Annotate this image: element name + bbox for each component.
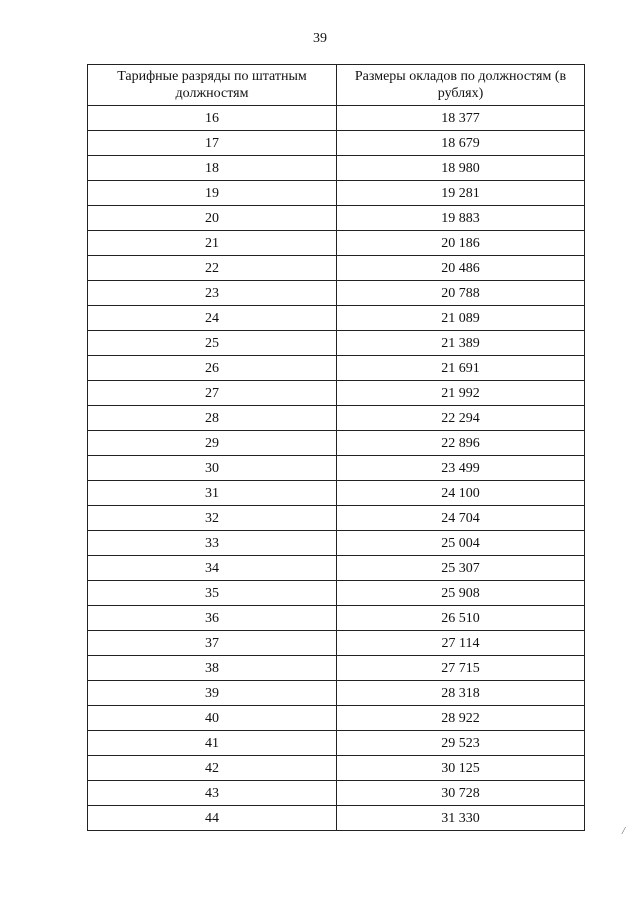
table-row: [88, 156, 585, 181]
margin-mark: /: [622, 825, 626, 837]
salary-amount-cell: 28 922: [337, 706, 585, 731]
salary-amount-cell: 25 908: [337, 581, 585, 606]
table-row: [88, 306, 585, 331]
tariff-grade-cell: 21: [88, 231, 337, 256]
salary-amount-cell: 24 704: [337, 506, 585, 531]
table-row: [88, 581, 585, 606]
tariff-grade-cell: 37: [88, 631, 337, 656]
table-row: [88, 106, 585, 131]
tariff-grade-cell: 33: [88, 531, 337, 556]
salary-amount-cell: 27 715: [337, 656, 585, 681]
tariff-grade-cell: 32: [88, 506, 337, 531]
salary-amount-cell: 18 980: [337, 156, 585, 181]
table-header-row: [88, 65, 585, 106]
page-number: 39: [313, 31, 327, 46]
tariff-grade-cell: 30: [88, 456, 337, 481]
tariff-grade-cell: 42: [88, 756, 337, 781]
salary-amount-cell: 30 728: [337, 781, 585, 806]
table-row: [88, 531, 585, 556]
salary-amount-cell: 25 307: [337, 556, 585, 581]
salary-amount-cell: 20 186: [337, 231, 585, 256]
table-row: [88, 681, 585, 706]
tariff-grade-cell: 18: [88, 156, 337, 181]
table-row: [88, 206, 585, 231]
table-row: [88, 506, 585, 531]
tariff-grade-cell: 35: [88, 581, 337, 606]
salary-amount-cell: 31 330: [337, 806, 585, 831]
table-row: [88, 431, 585, 456]
table-row: [88, 756, 585, 781]
tariff-grade-cell: 31: [88, 481, 337, 506]
header-tariff-grade: Тарифные разряды по штатным должностям: [88, 65, 337, 106]
tariff-grade-cell: 41: [88, 731, 337, 756]
table-row: [88, 606, 585, 631]
tariff-grade-cell: 36: [88, 606, 337, 631]
tariff-grade-cell: 22: [88, 256, 337, 281]
tariff-grade-cell: 16: [88, 106, 337, 131]
salary-amount-cell: 22 294: [337, 406, 585, 431]
tariff-grade-cell: 44: [88, 806, 337, 831]
salary-amount-cell: 21 389: [337, 331, 585, 356]
tariff-grade-cell: 40: [88, 706, 337, 731]
salary-amount-cell: 29 523: [337, 731, 585, 756]
salary-amount-cell: 23 499: [337, 456, 585, 481]
tariff-grade-cell: 24: [88, 306, 337, 331]
salary-amount-cell: 21 691: [337, 356, 585, 381]
salary-amount-cell: 21 089: [337, 306, 585, 331]
salary-amount-cell: 25 004: [337, 531, 585, 556]
table-row: [88, 656, 585, 681]
table-row: [88, 181, 585, 206]
table-body: [88, 106, 585, 831]
salary-amount-cell: 18 377: [337, 106, 585, 131]
salary-amount-cell: 18 679: [337, 131, 585, 156]
salary-amount-cell: 28 318: [337, 681, 585, 706]
table-row: [88, 231, 585, 256]
tariff-grade-cell: 25: [88, 331, 337, 356]
table-header: [88, 65, 585, 106]
table-row: [88, 706, 585, 731]
table-row: [88, 281, 585, 306]
tariff-grade-cell: 29: [88, 431, 337, 456]
table-row: [88, 331, 585, 356]
salary-amount-cell: 20 486: [337, 256, 585, 281]
salary-amount-cell: 27 114: [337, 631, 585, 656]
tariff-grade-cell: 26: [88, 356, 337, 381]
salary-amount-cell: 30 125: [337, 756, 585, 781]
salary-amount-cell: 19 281: [337, 181, 585, 206]
table-row: [88, 381, 585, 406]
header-salary-amount: Размеры окладов по должностям (в рублях): [337, 65, 585, 106]
tariff-grade-cell: 17: [88, 131, 337, 156]
table-row: [88, 731, 585, 756]
table-row: [88, 781, 585, 806]
salary-table: [87, 64, 585, 831]
tariff-grade-cell: 27: [88, 381, 337, 406]
table-row: [88, 481, 585, 506]
table-row: [88, 131, 585, 156]
table-row: [88, 806, 585, 831]
table-row: [88, 256, 585, 281]
tariff-grade-cell: 43: [88, 781, 337, 806]
table-row: [88, 456, 585, 481]
salary-amount-cell: 20 788: [337, 281, 585, 306]
salary-amount-cell: 21 992: [337, 381, 585, 406]
table-row: [88, 406, 585, 431]
tariff-grade-cell: 19: [88, 181, 337, 206]
salary-amount-cell: 26 510: [337, 606, 585, 631]
tariff-grade-cell: 34: [88, 556, 337, 581]
tariff-grade-cell: 23: [88, 281, 337, 306]
salary-amount-cell: 19 883: [337, 206, 585, 231]
salary-amount-cell: 24 100: [337, 481, 585, 506]
table-row: [88, 556, 585, 581]
salary-amount-cell: 22 896: [337, 431, 585, 456]
table-row: [88, 356, 585, 381]
tariff-grade-cell: 39: [88, 681, 337, 706]
tariff-grade-cell: 28: [88, 406, 337, 431]
table-row: [88, 631, 585, 656]
tariff-grade-cell: 20: [88, 206, 337, 231]
tariff-grade-cell: 38: [88, 656, 337, 681]
